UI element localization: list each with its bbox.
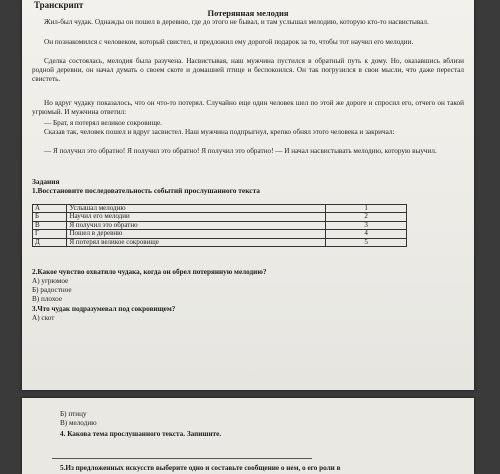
task2-option-a: А) угрюмое <box>32 277 69 285</box>
row-key: А <box>33 205 67 213</box>
paragraph-4: Но вдруг чудаку показалось, что он что-то потерял. Случайно еще один человек шел по этой же дороге и спросил его, отчего он такой угрюмый. И мужчина ответил: <box>32 99 464 116</box>
paragraph-7: — Я получил это обратно! Я получил это обратно! Я получил это обратно! — И начал насвистывать мелодию, которую выучил. <box>44 147 437 155</box>
row-event: Пошел в деревню <box>67 230 326 238</box>
row-event: Услышал мелодию <box>67 205 326 213</box>
row-event: Научил его мелодии <box>67 213 326 221</box>
task3-option-a: А) скот <box>32 314 55 322</box>
doc-label: Транскрипт <box>34 0 84 10</box>
row-event: Я потерял великое сокровище <box>67 238 326 246</box>
task4-question: 4. Какова тема прослушанного текста. Запишите. <box>60 430 222 438</box>
paragraph-1: Жил-был чудак. Однажды он пошел в деревню, где до этого не бывал, и там услышал мелодию, которую кто-то насвистывал. <box>44 18 429 26</box>
row-number: 4 <box>326 230 407 238</box>
row-key: В <box>33 221 67 229</box>
task1-heading: 1.Восстановите последовательность событий прослушанного текста <box>32 186 260 195</box>
table-row <box>33 238 407 246</box>
answer-line <box>52 458 312 459</box>
paragraph-6: Сказав так, человек пошел и вдруг засвистел. Наш мужчина подпрыгнул, крепко обнял этого человека и закричал: <box>44 128 395 136</box>
row-number: 5 <box>326 238 407 246</box>
row-number: 1 <box>326 205 407 213</box>
task2-question: 2.Какое чувство охватило чудака, когда он обрел потерянную мелодию? <box>32 268 267 276</box>
table-row <box>33 230 407 238</box>
task2-option-c: В) плохое <box>32 295 63 303</box>
paragraph-3: Сделка состоялась, мелодия была разучена. Насвистывая, наш мужчина пустился в обратный путь к дому. Но, оказавшись вблизи родной деревни, он начал думать о своем скоте и домашней птице и беспокоился. Он так погрузился в свои мысли, что даже перестал свистеть. <box>32 57 464 83</box>
row-number: 3 <box>326 221 407 229</box>
sequence-table <box>32 204 407 247</box>
task3-option-c: В) мелодию <box>60 419 97 427</box>
task3-option-b: Б) птицу <box>60 410 87 418</box>
row-number: 2 <box>326 213 407 221</box>
row-event: Я получил это обратно <box>67 221 326 229</box>
row-key: Г <box>33 230 67 238</box>
worksheet-page-1 <box>22 0 474 390</box>
tasks-heading: Задания <box>32 177 60 186</box>
text-title: Потерянная мелодия <box>207 8 289 18</box>
row-key: Д <box>33 238 67 246</box>
task2-option-b: Б) радостное <box>32 286 72 294</box>
paragraph-5: — Брат, я потерял великое сокровище. <box>44 119 162 127</box>
paragraph-2: Он познакомился с человеком, который свистел, и предложил ему дорогой подарок за то, чтобы тот научил его мелодии. <box>44 38 414 46</box>
task3-question: 3.Что чудак подразумевал под сокровищем? <box>32 305 176 313</box>
row-key: Б <box>33 213 67 221</box>
task5-question: 5.Из предложенных искусств выберите одно и составьте сообщение о нем, о его роли в <box>60 464 341 472</box>
